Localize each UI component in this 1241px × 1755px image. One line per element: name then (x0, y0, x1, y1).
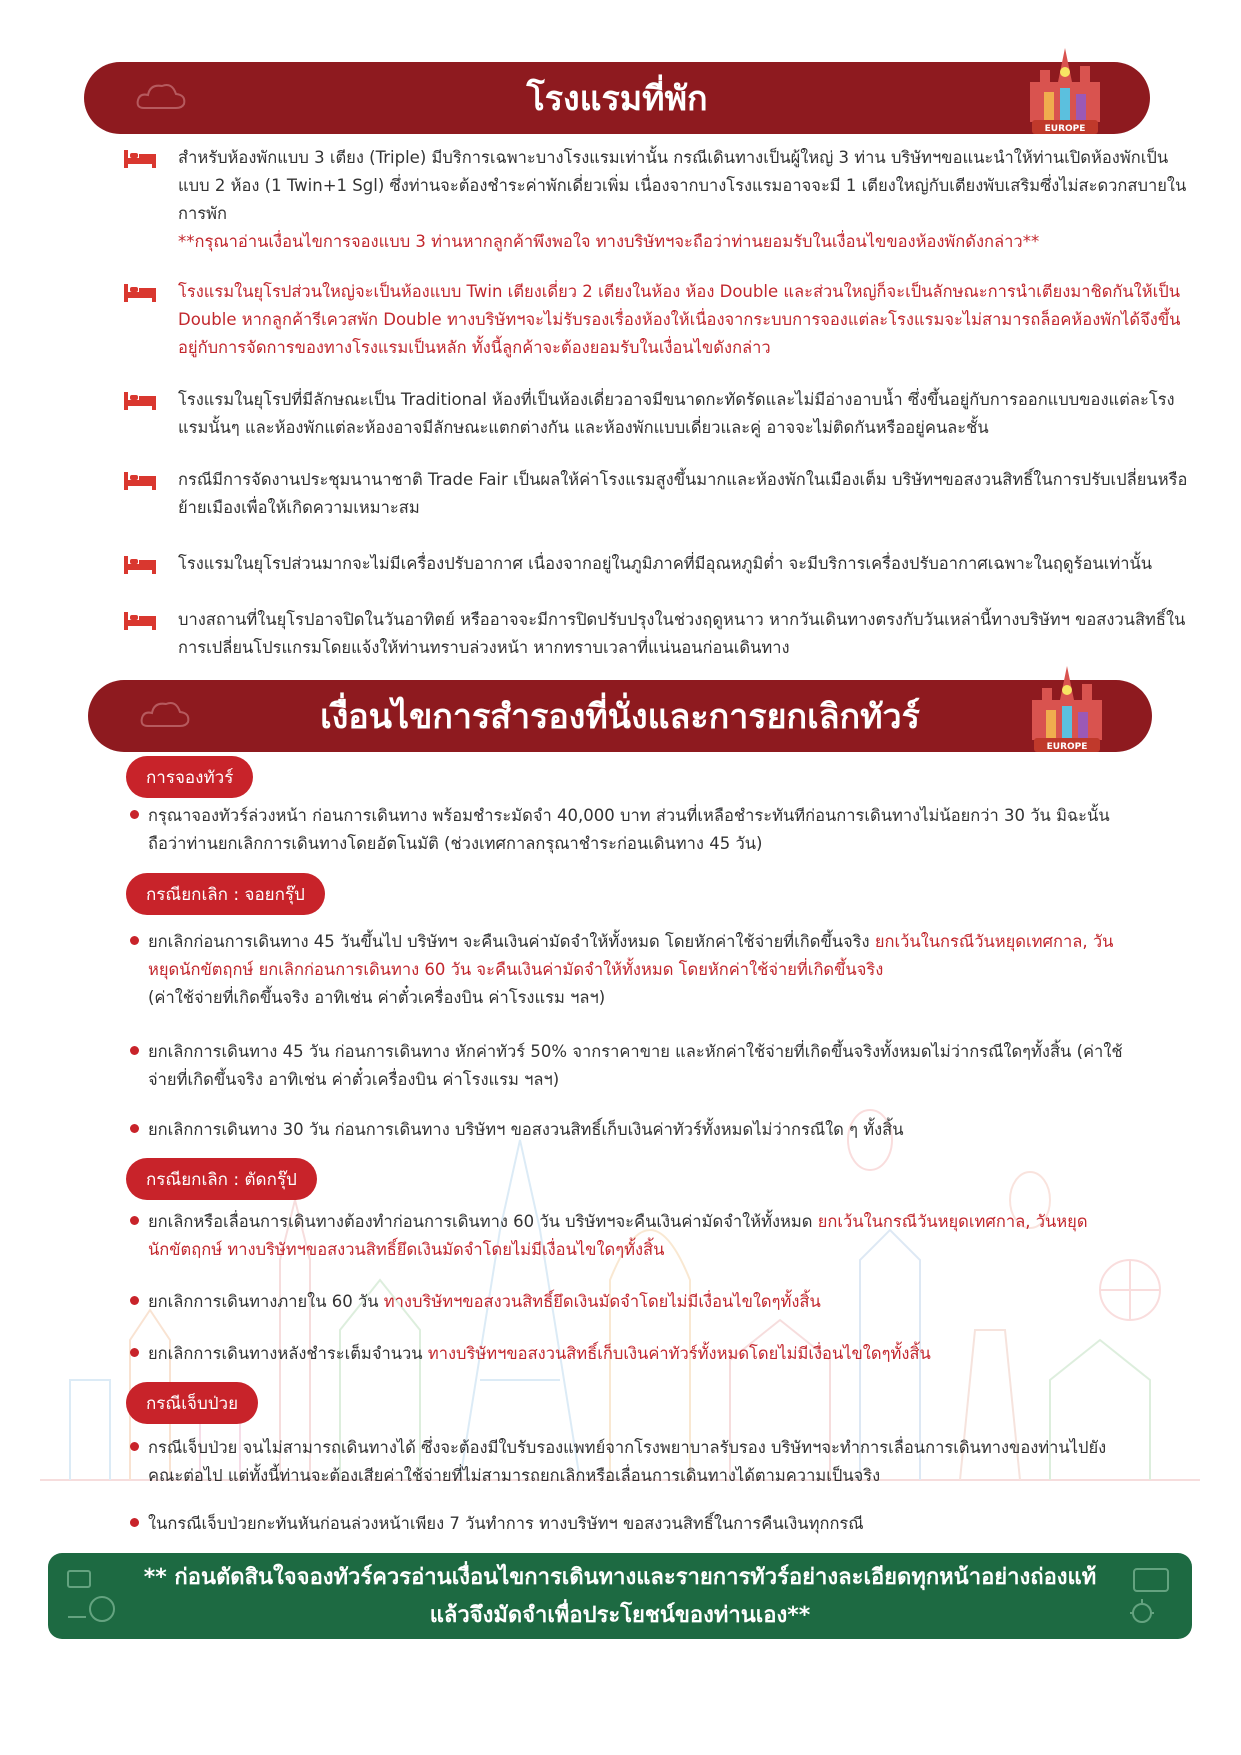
hotel-item-text: โรงแรมในยุโรปส่วนใหญ่จะเป็นห้องแบบ Twin เตียงเดี่ยว 2 เตียงในห้อง ห้อง Double และส่วนใหญ่ก็จะเป็นลักษณะการนำเตียงมาชิดกันให้เป็น Double หากลูกค้ารีเควสพัก Double ทางบริษัทฯจะไม่รับรองเรื่องห้องให้เนื่องจากระบบการจองแต่ละโรงแรมจะไม่สามารถล็อคห้องพักได้จึงขึ้นอยู่กับการจัดการของทางโรงแรมเป็นหลัก ทั้งนี้ลูกค้าจะต้องยอมรับในเงื่อนไขดังกล่าว (178, 282, 1181, 357)
bullet-dot (130, 1296, 139, 1305)
bullet-dot (130, 1348, 139, 1357)
hotel-badge-text: EUROPE (1044, 124, 1086, 134)
conditions-section-title: เงื่อนไขการสำรองที่นั่งและการยกเลิกทัวร์ (320, 697, 920, 737)
sick-item-text: ในกรณีเจ็บป่วยกะทันหันก่อนล่วงหน้าเพียง 7 วันทำการ ทางบริษัทฯ ขอสงวนสิทธิ์ในการคืนเงินทุกกรณี (148, 1514, 864, 1533)
hotel-item-text: โรงแรมในยุโรปส่วนมากจะไม่มีเครื่องปรับอากาศ เนื่องจากอยู่ในภูมิภาคที่มีอุณหภูมิต่ำ จะมีบริการเครื่องปรับอากาศเฉพาะในฤดูร้อนเท่านั้น (178, 554, 1153, 573)
bullet-dot (130, 1518, 139, 1527)
bullet-dot (130, 936, 139, 945)
bullet-dot (130, 1216, 139, 1225)
europe-landmarks-badge (1022, 660, 1112, 756)
item-after: (ค่าใช้จ่ายที่เกิดขึ้นจริง อาทิเช่น ค่าตั๋วเครื่องบิน ค่าโรงแรม ฯลฯ) (148, 988, 606, 1007)
bed-icon (124, 554, 156, 574)
cancel-individual-item-text (148, 928, 1128, 1012)
hotel-item-note: **กรุณาอ่านเงื่อนไขการจองแบบ 3 ท่านหากลูกค้าพึงพอใจ ทางบริษัทฯจะถือว่าท่านยอมรับในเงื่อนไขของห้องพักดังกล่าว** (178, 232, 1040, 251)
item-body: ยกเลิกหรือเลื่อนการเดินทางต้องทำก่อนการเดินทาง 60 วัน บริษัทฯจะคืนเงินค่ามัดจำให้ทั้งหมด (148, 1212, 818, 1231)
booking-label-pill: การจองทัวร์ (126, 756, 253, 798)
bullet-dot (130, 1124, 139, 1133)
hotel-item-text: กรณีมีการจัดงานประชุมนานาชาติ Trade Fair เป็นผลให้ค่าโรงแรมสูงขึ้นมากและห้องพักในเมืองเต็ม บริษัทฯขอสงวนสิทธิ์ในการปรับเปลี่ยนหรือย้ายเมืองเพื่อให้เกิดความเหมาะสม (178, 470, 1188, 517)
cancel-group-item-text (148, 1208, 1128, 1264)
travel-doodle-icon (62, 1563, 122, 1629)
item-body: ยกเลิกการเดินทางภายใน 60 วัน (148, 1292, 384, 1311)
europe-landmarks-badge (1020, 42, 1110, 138)
cancel-individual-item-text: ยกเลิกการเดินทาง 45 วัน ก่อนการเดินทาง หักค่าทัวร์ 50% จากราคาขาย และหักค่าใช้จ่ายที่เกิดขึ้นจริงทั้งหมดไม่ว่ากรณีใดๆทั้งสิ้น (ค่าใช้จ่ายที่เกิดขึ้นจริง อาทิเช่น ค่าตั๋วเครื่องบิน ค่าโรงแรม ฯลฯ) (148, 1042, 1123, 1089)
cancel-group-item-text (148, 1340, 1128, 1368)
cancel-individual-item-text: ยกเลิกการเดินทาง 30 วัน ก่อนการเดินทาง บริษัทฯ ขอสงวนสิทธิ์เก็บเงินค่าทัวร์ทั้งหมดไม่ว่ากรณีใด ๆ ทั้งสิ้น (148, 1120, 904, 1139)
bed-icon (124, 610, 156, 630)
hotel-item-text (178, 144, 1188, 256)
bed-icon (124, 282, 156, 302)
bed-icon (124, 470, 156, 490)
item-highlight: ทางบริษัทฯขอสงวนสิทธิ์เก็บเงินค่าทัวร์ทั้งหมดโดยไม่มีเงื่อนไขใดๆทั้งสิ้น (427, 1344, 931, 1363)
hotel-section-title: โรงแรมที่พัก (526, 79, 708, 119)
footer-notice (48, 1553, 1192, 1639)
bullet-dot (130, 1046, 139, 1055)
cancel-group-label-pill: กรณียกเลิก : ตัดกรุ๊ป (126, 1158, 317, 1200)
item-body: ยกเลิกการเดินทางหลังชำระเต็มจำนวน (148, 1344, 428, 1363)
cloud-icon (136, 78, 186, 112)
footer-line-1: ** ก่อนตัดสินใจจองทัวร์ควรอ่านเงื่อนไขการเดินทางและรายการทัวร์อย่างละเอียดทุกหน้าอย่างถ่องแท้ (143, 1565, 1097, 1590)
booking-item-text: กรุณาจองทัวร์ล่วงหน้า ก่อนการเดินทาง พร้อมชำระมัดจำ 40,000 บาท ส่วนที่เหลือชำระทันทีก่อนการเดินทางไม่น้อยกว่า 30 วัน มิฉะนั้นถือว่าท่านยกเลิกการเดินทางโดยอัตโนมัติ (ช่วงเทศกาลกรุณาชำระก่อนเดินทาง 45 วัน) (148, 806, 1110, 853)
item-highlight: ทางบริษัทฯขอสงวนสิทธิ์ยึดเงินมัดจำโดยไม่มีเงื่อนไขใดๆทั้งสิ้น (383, 1292, 821, 1311)
sick-item-text: กรณีเจ็บป่วย จนไม่สามารถเดินทางได้ ซึ่งจะต้องมีใบรับรองแพทย์จากโรงพยาบาลรับรอง บริษัทฯจะทำการเลื่อนการเดินทางของท่านไปยังคณะต่อไป แต่ทั้งนี้ท่านจะต้องเสียค่าใช้จ่ายที่ไม่สามารถยกเลิกหรือเลื่อนการเดินทางได้ตามความเป็นจริง (148, 1438, 1107, 1485)
cloud-icon (140, 696, 190, 730)
bed-icon (124, 390, 156, 410)
cancel-individual-label-pill: กรณียกเลิก : จอยกรุ๊ป (126, 873, 325, 915)
conditions-section-banner (88, 680, 1152, 752)
hotel-item-text: โรงแรมในยุโรปที่มีลักษณะเป็น Traditional ห้องที่เป็นห้องเดี่ยวอาจมีขนาดกะทัดรัดและไม่มีอ่างอาบน้ำ ซึ่งขึ้นอยู่กับการออกแบบของแต่ละโรงแรมนั้นๆ และห้องพักแต่ละห้องอาจมีลักษณะแตกต่างกัน และห้องพักแบบเดี่ยวและคู่ อาจจะไม่ติดกันหรืออยู่คนละชั้น (178, 390, 1175, 437)
item-highlight: ยกเว้นในกรณีวันหยุดเทศกาล, วันหยุดนักขัตฤกษ์ ยกเลิกก่อนการเดินทาง 60 วัน จะคืนเงินค่ามัดจำให้ทั้งหมด โดยหักค่าใช้จ่ายที่เกิดขึ้นจริง (148, 932, 1114, 979)
travel-doodle-icon (1118, 1563, 1178, 1629)
sick-label-pill: กรณีเจ็บป่วย (126, 1382, 258, 1424)
cancel-group-item-text (148, 1288, 1128, 1316)
hotel-item-text: บางสถานที่ในยุโรปอาจปิดในวันอาทิตย์ หรืออาจจะมีการปิดปรับปรุงในช่วงฤดูหนาว หากวันเดินทางตรงกับวันเหล่านี้ทางบริษัทฯ ขอสงวนสิทธิ์ในการเปลี่ยนโปรแกรมโดยแจ้งให้ท่านทราบล่วงหน้า หากทราบเวลาที่แน่นอนก่อนเดินทาง (178, 610, 1186, 657)
bullet-dot (130, 810, 139, 819)
bed-icon (124, 148, 156, 168)
footer-line-2: แล้วจึงมัดจำเพื่อประโยชน์ของท่านเอง** (429, 1603, 811, 1628)
hotel-item-body: สำหรับห้องพักแบบ 3 เตียง (Triple) มีบริการเฉพาะบางโรงแรมเท่านั้น กรณีเดินทางเป็นผู้ใหญ่ 3 ท่าน บริษัทฯขอแนะนำให้ท่านเปิดห้องพักเป็นแบบ 2 ห้อง (1 Twin+1 Sgl) ซึ่งท่านจะต้องชำระค่าพักเดี่ยวเพิ่ม เนื่องจากบางโรงแรมอาจจะมี 1 เตียงใหญ่กับเตียงพับเสริมซึ่งไม่สะดวกสบายในการพัก (178, 148, 1187, 223)
item-highlight: ยกเว้นในกรณีวันหยุดเทศกาล, วันหยุดนักขัตฤกษ์ ทางบริษัทฯขอสงวนสิทธิ์ยึดเงินมัดจำโดยไม่มีเงื่อนไขใดๆทั้งสิ้น (148, 1212, 1088, 1259)
item-body: ยกเลิกก่อนการเดินทาง 45 วันขึ้นไป บริษัทฯ จะคืนเงินค่ามัดจำให้ทั้งหมด โดยหักค่าใช้จ่ายที่เกิดขึ้นจริง (148, 932, 875, 951)
conditions-badge-text: EUROPE (1046, 742, 1088, 752)
hotel-section-banner (84, 62, 1150, 134)
bullet-dot (130, 1442, 139, 1451)
